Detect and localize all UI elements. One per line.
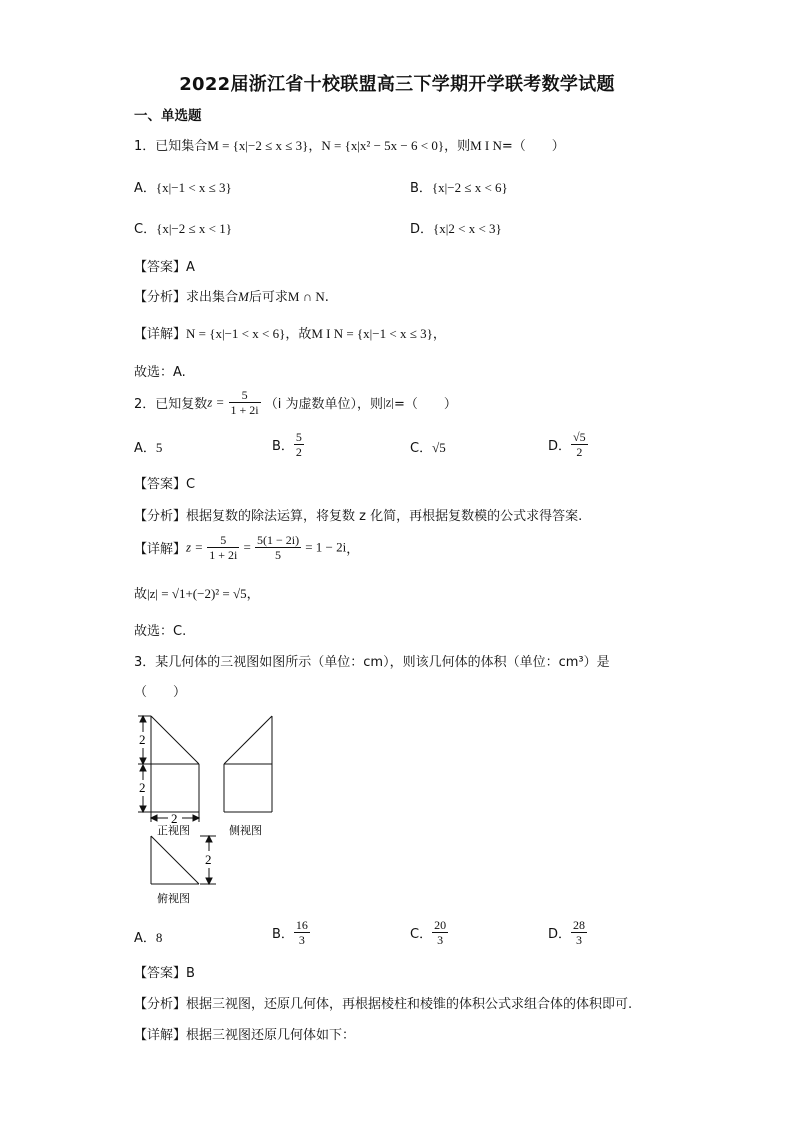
front-view xyxy=(151,716,199,812)
section-heading: 一、单选题 xyxy=(134,108,202,124)
q3-option-a: A．8 xyxy=(134,930,163,946)
q3-option-c: C． $\frac{20}{3}$ xyxy=(410,918,447,947)
question-3-paren: （ ） xyxy=(134,685,187,700)
q2-option-d: D． $\frac{√5}{2}$ xyxy=(548,430,586,459)
q2-option-b: B． $\frac{5}{2}$ xyxy=(272,430,302,459)
q3-analysis: 【分析】根据三视图，还原几何体，再根据棱柱和棱锥的体积公式求组合体的体积即可. xyxy=(134,997,633,1012)
q1-detail: 【详解】N = {x|−1 < x < 6}，故M I N = {x|−1 < x ≤ 3}， xyxy=(134,326,446,342)
q3-option-d: D． $\frac{28}{3}$ xyxy=(548,918,586,947)
q1-option-a: A．{x|−1 < x ≤ 3} xyxy=(134,180,232,196)
q3-answer: 【答案】B xyxy=(134,966,195,981)
q2-fraction: $\frac{5}{1 + 2i}$ xyxy=(230,388,259,417)
q2-choose: 故选：C. xyxy=(134,624,187,639)
front-view-label: 正视图 xyxy=(157,824,190,837)
q2-modulus: 故|z| = √1+(−2)² = √5， xyxy=(134,586,260,602)
question-1-stem: 1．已知集合M = {x|−2 ≤ x ≤ 3}，N = {x|x² − 5x − 6 < 0}，则M I N=（ ） xyxy=(134,138,565,154)
dim-label-lower: 2 xyxy=(139,780,146,795)
q2-option-c: C．√5 xyxy=(410,440,446,456)
q1-analysis: 【分析】求出集合M后可求M ∩ N. xyxy=(134,289,329,305)
question-2-stem: 2．已知复数z = $\frac{5}{1 + 2i}$ （i 为虚数单位），则|z|=（ ） xyxy=(134,388,457,417)
page-title: 2022届浙江省十校联盟高三下学期开学联考数学试题 xyxy=(179,74,615,95)
q1-choose: 故选：A. xyxy=(134,365,186,380)
top-view-label: 俯视图 xyxy=(157,892,190,905)
q1-option-d: D．{x|2 < x < 3} xyxy=(410,221,502,237)
front-dimension-lines xyxy=(138,716,199,822)
top-view xyxy=(151,836,199,884)
q1-option-b: B．{x|−2 ≤ x < 6} xyxy=(410,180,508,196)
q1-answer: 【答案】A xyxy=(134,260,195,275)
three-view-diagram xyxy=(130,708,280,908)
question-3-stem: 3．某几何体的三视图如图所示（单位：cm），则该几何体的体积（单位：cm³）是 xyxy=(134,655,610,670)
dim-label-top: 2 xyxy=(205,852,212,867)
dim-label-width: 2 xyxy=(171,811,178,826)
q3-option-b: B． $\frac{16}{3}$ xyxy=(272,918,308,947)
q2-option-a: A．5 xyxy=(134,440,163,456)
q3-detail: 【详解】根据三视图还原几何体如下： xyxy=(134,1028,356,1043)
q2-detail: 【详解】z = $\frac{5}{1 + 2i}$ = $\frac{5(1 - 2i)}{5}$ = 1 − 2i， xyxy=(134,533,360,562)
dim-label-upper: 2 xyxy=(139,732,146,747)
q2-answer: 【答案】C xyxy=(134,477,196,492)
q1-option-c: C．{x|−2 ≤ x < 1} xyxy=(134,221,232,237)
side-view-label: 侧视图 xyxy=(229,824,262,837)
q2-analysis: 【分析】根据复数的除法运算，将复数 z 化简，再根据复数模的公式求得答案. xyxy=(134,509,583,524)
side-view xyxy=(224,716,272,812)
